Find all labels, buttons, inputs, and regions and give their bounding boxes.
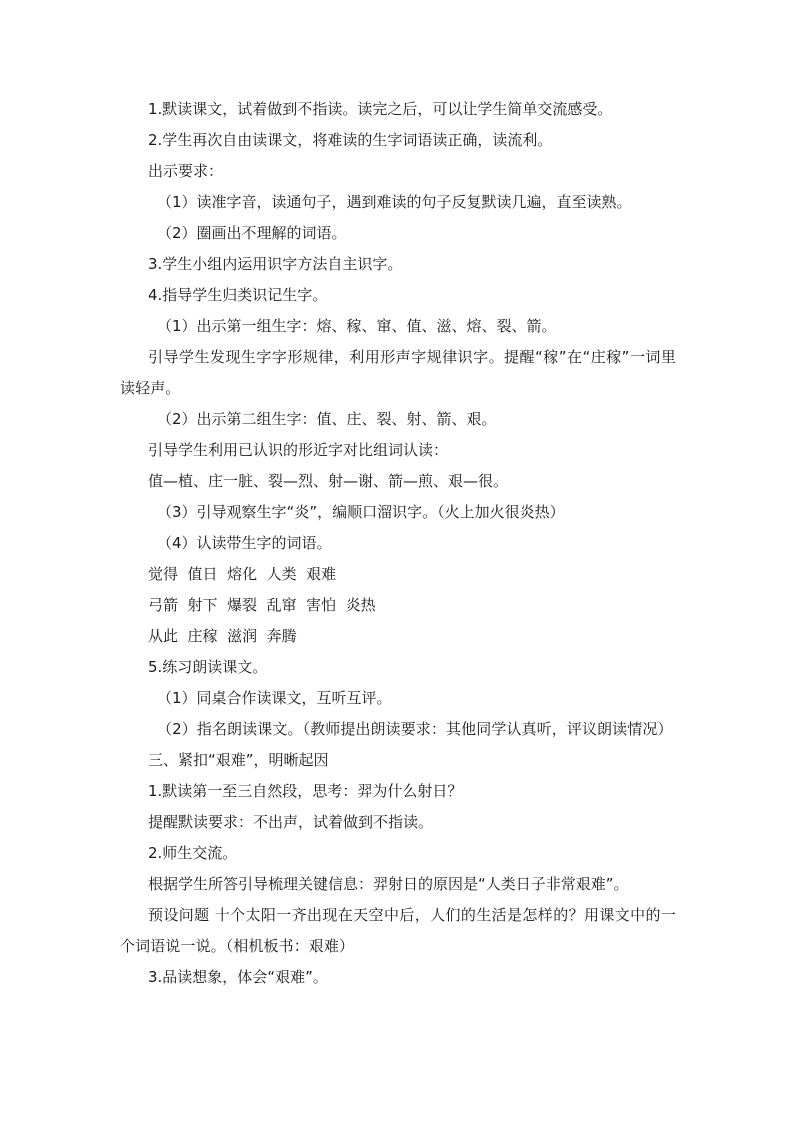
key-info-line: 根据学生所答引导梳理关键信息：羿射日的原因是“人类日子非常艰难”。	[148, 875, 629, 893]
observe-char-line: （3）引导观察生字“炎”，编顺口溜识字。（火上加火很炎热）	[157, 503, 565, 521]
guidance-paragraph-1: 引导学生发现生字字形规律，利用形声字规律识字。提醒“稼”在“庄稼”一词里读轻声。	[120, 348, 676, 397]
paragraph-step-2: 2.学生再次自由读课文，将难读的生字词语读正确，读流利。	[148, 131, 553, 149]
similar-chars-line: 值—植、庄一脏、裂—烈、射—谢、箭—煎、艰—很。	[148, 472, 509, 490]
practice-2: （2）指名朗读课文。（教师提出朗读要求：其他同学认真听，评议朗读情况）	[157, 720, 673, 738]
section3-step-3: 3.品读想象，体会“艰难”。	[148, 968, 328, 986]
reading-reminder: 提醒默读要求：不出声，试着做到不指读。	[148, 813, 434, 831]
char-group-1: （1）出示第一组生字：熔、稼、窜、值、滋、熔、裂、箭。	[157, 317, 557, 335]
guidance-paragraph-2: 引导学生利用已认识的形近字对比组词认读：	[148, 441, 449, 459]
section3-step-2: 2.师生交流。	[148, 844, 238, 862]
paragraph-step-5: 5.练习朗读课文。	[148, 658, 268, 676]
section-heading-3: 三、紧扣“艰难”，明晰起因	[148, 751, 329, 769]
char-group-2: （2）出示第二组生字：值、庄、裂、射、箭、艰。	[157, 410, 497, 428]
word-list-3: 从此 庄稼 滋润 奔腾	[148, 627, 297, 645]
requirement-1: （1）读准字音，读通句子，遇到难读的句子反复默读几遍，直至读熟。	[157, 193, 632, 211]
word-list-1: 觉得 值日 熔化 人类 艰难	[148, 565, 337, 583]
paragraph-step-3: 3.学生小组内运用识字方法自主识字。	[148, 255, 403, 273]
paragraph-step-4: 4.指导学生归类识记生字。	[148, 286, 328, 304]
requirement-heading: 出示要求：	[148, 162, 224, 180]
word-list-2: 弓箭 射下 爆裂 乱窜 害怕 炎热	[148, 596, 376, 614]
practice-1: （1）同桌合作读课文，互听互评。	[157, 689, 392, 707]
preset-question: 预设问题 十个太阳一齐出现在天空中后，人们的生活是怎样的？用课文中的一个词语说一说。（相机板书：艰难）	[120, 906, 676, 955]
section3-step-1: 1.默读第一至三自然段，思考：羿为什么射日？	[148, 782, 463, 800]
document-body	[120, 94, 676, 993]
paragraph-step-1: 1.默读课文，试着做到不指读。读完之后，可以让学生简单交流感受。	[148, 100, 613, 118]
read-words-heading: （4）认读带生字的词语。	[157, 534, 332, 552]
requirement-2: （2）圈画出不理解的词语。	[157, 224, 347, 242]
